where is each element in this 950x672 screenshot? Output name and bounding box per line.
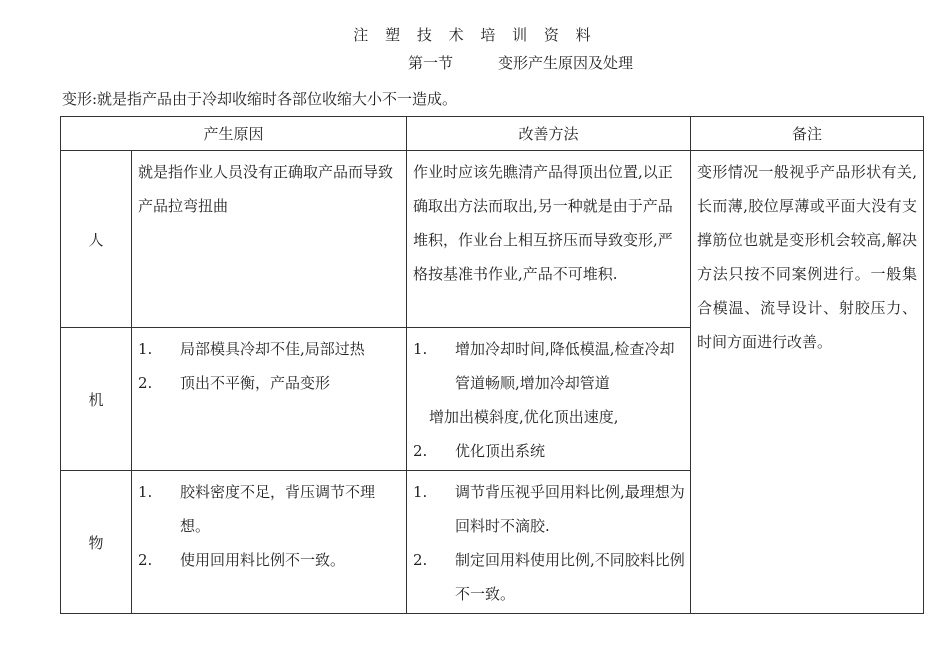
cell-improve-person xyxy=(407,151,691,328)
item-text: 胶料密度不足，背压调节不理想。 xyxy=(180,483,376,535)
cell-cause-machine xyxy=(132,328,407,471)
item-number: 1. xyxy=(138,340,153,358)
cell-improve-material xyxy=(407,471,691,614)
item-text: 使用回用料比例不一致。 xyxy=(180,551,346,569)
cell-note xyxy=(691,151,924,614)
header-cause: 产生原因 xyxy=(61,117,407,151)
list-item xyxy=(136,543,402,577)
extra-line: 增加出模斜度,优化顶出速度, xyxy=(429,408,619,426)
section-number: 第一节 xyxy=(408,54,454,72)
cell-cause-person xyxy=(132,151,407,328)
definition-text: 变形:就是指产品由于冷却收缩时各部位收缩大小不一造成。 xyxy=(62,90,458,108)
list-item xyxy=(411,332,686,400)
list-item xyxy=(136,366,402,400)
section-heading xyxy=(408,52,633,73)
row-label-person: 人 xyxy=(61,151,132,328)
item-number: 1. xyxy=(413,340,428,358)
list-item xyxy=(136,475,402,543)
item-number: 1. xyxy=(138,483,153,501)
list-item xyxy=(411,475,686,543)
list-item xyxy=(136,332,402,366)
row-label-machine: 机 xyxy=(61,328,132,471)
cause-text-person: 就是指作业人员没有正确取产品而导致产品拉弯扭曲 xyxy=(138,163,394,215)
list-item xyxy=(411,434,686,468)
item-text: 调节背压视乎回用料比例,最理想为回料时不滴胶. xyxy=(455,483,685,535)
item-number: 2. xyxy=(413,551,428,569)
cell-cause-material xyxy=(132,471,407,614)
list-item xyxy=(411,543,686,611)
cell-improve-machine xyxy=(407,328,691,471)
header-improve: 改善方法 xyxy=(407,117,691,151)
item-number: 2. xyxy=(413,442,428,460)
item-text: 优化顶出系统 xyxy=(455,442,546,460)
row-label-material: 物 xyxy=(61,471,132,614)
item-number: 1. xyxy=(413,483,428,501)
document-title: 注 塑 技 术 培 训 资 料 xyxy=(353,26,597,44)
item-number: 2. xyxy=(138,374,153,392)
table-row-person xyxy=(61,151,924,328)
item-text: 局部模具冷却不佳,局部过热 xyxy=(180,340,365,358)
header-note: 备注 xyxy=(691,117,924,151)
item-text: 增加冷却时间,降低模温,检查冷却管道畅顺,增加冷却管道 xyxy=(455,340,675,392)
cause-improvement-table xyxy=(60,116,924,614)
item-text: 顶出不平衡，产品变形 xyxy=(180,374,331,392)
note-text: 变形情况一般视乎产品形状有关,长而薄,胶位厚薄或平面大没有支撑筋位也就是变形机会较高,解决方法只按不同案例进行。一般集合模温、流导设计、射胶压力、时间方面进行改善。 xyxy=(697,163,918,351)
item-text: 制定回用料使用比例,不同胶料比例不一致。 xyxy=(455,551,685,603)
improve-text-person: 作业时应该先瞧清产品得顶出位置,以正确取出方法而取出,另一种就是由于产品堆积，作业台上相互挤压而导致变形,严格按基准书作业,产品不可堆积. xyxy=(413,163,673,283)
table-header-row xyxy=(61,117,924,151)
section-title: 变形产生原因及处理 xyxy=(498,54,634,72)
item-number: 2. xyxy=(138,551,153,569)
